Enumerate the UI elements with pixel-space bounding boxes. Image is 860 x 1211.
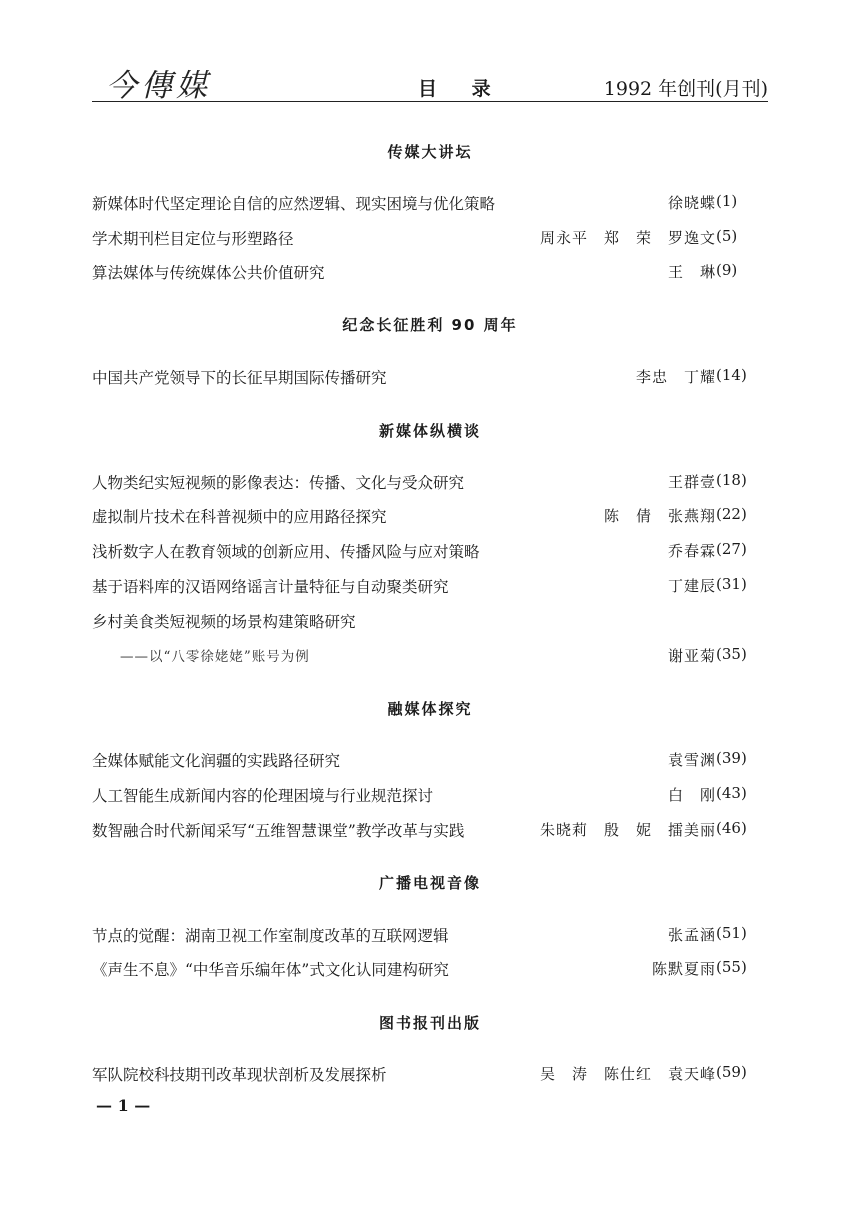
article-title: 中国共产党领导下的长征早期国际传播研究 (92, 369, 387, 387)
article-authors: 徐晓蝶 (667, 194, 716, 212)
section-heading: 新媒体纵横谈 (378, 422, 481, 440)
article-title: 人工智能生成新闻内容的伦理困境与行业规范探讨 (92, 787, 434, 805)
article-title: 浅析数字人在教育领域的创新应用、传播风险与应对策略 (92, 543, 480, 561)
header-rule (92, 101, 768, 102)
article-title: 数智融合时代新闻采写“五维智慧课堂”教学改革与实践 (92, 822, 465, 840)
masthead (92, 58, 768, 104)
toc-title: 目 录 (418, 78, 505, 100)
article-page: ( 39 ) (716, 749, 768, 767)
section-heading: 传媒大讲坛 (387, 143, 473, 161)
article-authors: 丁建辰 (667, 577, 716, 595)
article-page: ( 35 ) (716, 645, 768, 663)
section-heading: 融媒体探究 (387, 700, 473, 718)
article-page: ( 43 ) (716, 784, 768, 802)
toc-entry-continuation[interactable] (92, 645, 768, 669)
article-authors: 吴 涛 陈仕红 袁天峰 (539, 1065, 716, 1083)
article-title: 新媒体时代坚定理论自信的应然逻辑、现实困境与优化策略 (92, 195, 496, 213)
article-page: ( 31 ) (716, 575, 768, 593)
toc-entry[interactable] (92, 540, 768, 564)
toc-entry[interactable] (92, 505, 768, 529)
article-page: ( 22 ) (716, 505, 768, 523)
section-heading: 纪念长征胜利 90 周年 (342, 316, 518, 334)
article-authors: 乔春霖 (667, 542, 716, 560)
article-authors: 白 刚 (667, 786, 716, 804)
article-title: 节点的觉醒：湖南卫视工作室制度改革的互联网逻辑 (92, 927, 449, 945)
section-heading: 图书报刊出版 (378, 1014, 481, 1032)
article-authors: 谢亚菊 (667, 647, 716, 665)
founding-note: 1992 年创刊(月刊) (603, 78, 768, 100)
article-page: ( 18 ) (716, 471, 768, 489)
article-title: 学术期刊栏目定位与形塑路径 (92, 230, 294, 248)
toc-entry[interactable] (92, 610, 768, 634)
article-authors: 李忠 丁耀 (635, 368, 716, 386)
article-title: 《声生不息》“中华音乐编年体”式文化认同建构研究 (92, 961, 449, 979)
toc-entry[interactable] (92, 958, 768, 982)
toc-entry[interactable] (92, 575, 768, 599)
article-page: ( 9 ) (716, 261, 768, 279)
toc-entry[interactable] (92, 1063, 768, 1087)
article-authors: 袁雪渊 (667, 751, 716, 769)
article-title: 基于语料库的汉语网络谣言计量特征与自动聚类研究 (92, 578, 449, 596)
toc-entry[interactable] (92, 471, 768, 495)
article-authors: 王 琳 (667, 263, 716, 281)
article-authors: 周永平 郑 荣 罗逸文 (539, 229, 716, 247)
toc-entry[interactable] (92, 366, 768, 390)
article-title: 乡村美食类短视频的场景构建策略研究 (92, 613, 356, 631)
journal-logo: 今傳媒 (106, 68, 211, 104)
article-title: 军队院校科技期刊改革现状剖析及发展探析 (92, 1066, 387, 1084)
article-title: 算法媒体与传统媒体公共价值研究 (92, 264, 325, 282)
article-page: ( 1 ) (716, 192, 768, 210)
article-page: ( 59 ) (716, 1063, 768, 1081)
toc-entry[interactable] (92, 924, 768, 948)
article-page: ( 46 ) (716, 819, 768, 837)
toc-entry[interactable] (92, 192, 768, 216)
toc-entry[interactable] (92, 749, 768, 773)
article-authors: 陈默夏雨 (651, 960, 716, 978)
article-page: ( 55 ) (716, 958, 768, 976)
toc-entry[interactable] (92, 261, 768, 285)
page-number: — 1 — (96, 1096, 151, 1115)
article-authors: 朱晓莉 殷 妮 擂美丽 (539, 821, 716, 839)
article-title: 人物类纪实短视频的影像表达：传播、文化与受众研究 (92, 474, 465, 492)
section-heading: 广播电视音像 (378, 874, 481, 892)
toc-entry[interactable] (92, 819, 768, 843)
article-page: ( 14 ) (716, 366, 768, 384)
article-subtitle: ——以“八零徐姥姥”账号为例 (120, 649, 310, 665)
toc-entry[interactable] (92, 784, 768, 808)
toc-entry[interactable] (92, 227, 768, 251)
article-page: ( 27 ) (716, 540, 768, 558)
article-page: ( 51 ) (716, 924, 768, 942)
article-page: ( 5 ) (716, 227, 768, 245)
article-authors: 张孟涵 (667, 926, 716, 944)
article-title: 虚拟制片技术在科普视频中的应用路径探究 (92, 508, 387, 526)
article-title: 全媒体赋能文化润疆的实践路径研究 (92, 752, 341, 770)
article-authors: 陈 倩 张燕翔 (603, 507, 716, 525)
article-authors: 王群壹 (667, 473, 716, 491)
